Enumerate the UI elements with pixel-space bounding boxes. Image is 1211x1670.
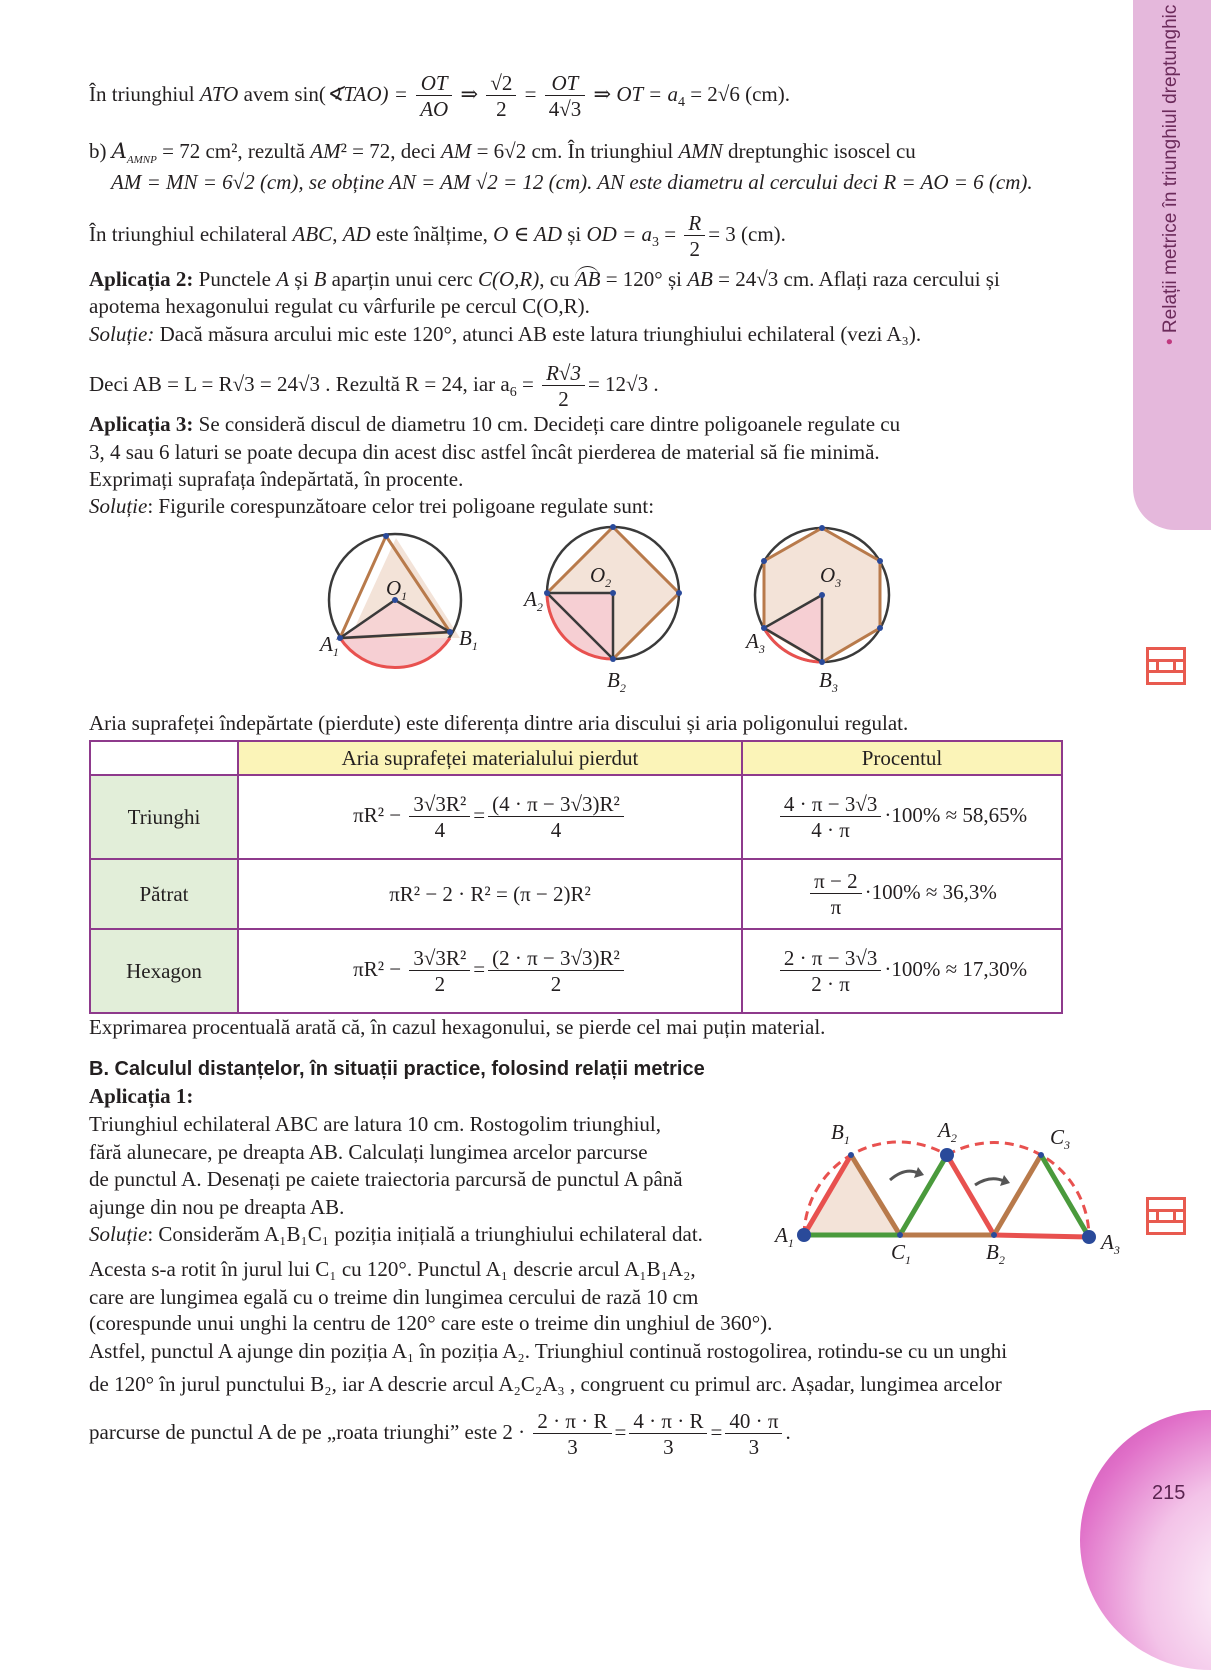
text-line: Aplicația 3: Se consideră discul de diametru 10 cm. Decideți care dintre poligoanele regulate cu [89, 412, 901, 436]
label-b1: $B_1$ [459, 626, 478, 654]
label-a2: $A_2$ [524, 587, 543, 615]
table-row: Pătrat πR² − 2 · R² = (π − 2)R² $\frac{\pi - 2}{\pi}$ ·100% ≈ 36,3% [90, 859, 1062, 929]
text-line: 3, 4 sau 6 laturi se poate decupa din acest disc astfel încât pierderea de material să fie minimă. [89, 440, 880, 464]
text-line: Soluție: Figurile corespunzătoare celor trei poligoane regulate sunt: [89, 494, 655, 518]
label-a1: $A_1$ [320, 632, 339, 660]
label-a3: $A_3$ [1101, 1230, 1120, 1258]
page-corner-decoration [1080, 1410, 1211, 1670]
text-line: de 120° în jurul punctului B₂, iar A descrie arcul A₂C₂A₃ , congruent cu primul arc. Așadar, lungimea arcelor [89, 1372, 1002, 1396]
label-b1: $B_1$ [831, 1120, 850, 1148]
text-line: de punctul A. Desenați pe caiete traiectoria parcursă de punctul A până [89, 1167, 683, 1191]
text-line: Exprimarea procentuală arată că, în cazul hexagonului, se pierde cel mai puțin material. [89, 1015, 826, 1039]
label-a1: $A_1$ [775, 1223, 794, 1251]
video-icon[interactable] [1146, 647, 1186, 685]
text-line: Aplicația 2: Punctele A și B aparțin unui cerc C(O,R), cu AB = 120° și AB = 24√3 cm. Aflați raza cercului și [89, 267, 1000, 291]
page-number: 215 [1152, 1482, 1186, 1504]
section-title: B. Calculul distanțelor, în situații practice, folosind relații metrice [89, 1058, 705, 1080]
text-line: Aplicația 1: [89, 1084, 194, 1108]
text-line: apotema hexagonului regulat cu vârfurile pe cercul C(O,R). [89, 294, 590, 318]
label-c1: $C_1$ [891, 1240, 912, 1268]
text-line: În triunghiul ATO avem sin(∢TAO) = $\frac{OT}{AO}$ ⇒ $\frac{√2}{2}$ = $\frac{OT}{4√3}$ ⇒ OT = $a_4 = 2√6$ (cm). [89, 71, 790, 121]
table-row: Triunghi πR² − $\frac{\text{3√3R²}}{4}$ = $\frac{\text{(4 · π − 3√3)R²}}{4}$ $\frac{4 \cdot \pi - 3√3}{4 \cdot \pi}$ ·100% ≈ 58,65% [90, 775, 1062, 859]
text-line: fără alunecare, pe dreapta AB. Calculați lungimea arcelor parcurse [89, 1140, 648, 1164]
text-line: Aria suprafeței îndepărtate (pierdute) este diferența dintre aria discului și aria poligonului regulat. [89, 711, 909, 735]
label-b3: $B_3$ [819, 668, 838, 696]
text-line: Acesta s-a rotit în jurul lui C₁ cu 120°. Punctul A₁ descrie arcul A₁B₁A₂, [89, 1257, 696, 1281]
table-header: Procentul [742, 741, 1062, 775]
chapter-title: • Relații metrice în triunghiul dreptunghic [1160, 4, 1181, 345]
label-b2: $B_2$ [986, 1240, 1005, 1268]
text-line: AM = MN = 6√2 (cm), se obține AN = AM √2 = 12 (cm). AN este diametru al cercului deci R = AO = 6 (cm). [111, 170, 1033, 194]
text-line: care are lungimea egală cu o treime din lungimea cercului de rază 10 cm [89, 1285, 699, 1309]
label-c3: $C_3$ [1050, 1125, 1071, 1153]
label-b2: $B_2$ [607, 668, 626, 696]
label-o2: $O_2$ [590, 563, 612, 591]
text-line: (corespunde unui unghi la centru de 120° care este o treime din unghiul de 360°). [89, 1311, 773, 1335]
text-line: În triunghiul echilateral ABC, AD este înălțime, O ∈ AD și OD = $a_3$ = $\frac{R}{2}$ = 3 (cm). [89, 211, 786, 261]
text-line: Deci AB = L = R√3 = 24√3 . Rezultă R = 24, iar $a_6$ = $\frac{R√3}{2}$ = 12√3 . [89, 361, 659, 411]
label-o3: $O_3$ [820, 563, 842, 591]
label-a2: $A_2$ [938, 1118, 957, 1146]
loss-table [89, 740, 1063, 1014]
text-line: ajunge din nou pe dreapta AB. [89, 1195, 345, 1219]
table-header [90, 741, 238, 775]
text-line: parcurse de punctul A de pe „roata triunghi” este 2 · $\frac{2 \cdot \pi \cdot R}{3}$ = $\frac{4 \cdot \pi \cdot R}{3}$ = $\frac{40 \cdot \pi}{3}$ . [89, 1409, 791, 1459]
video-icon[interactable] [1146, 1197, 1186, 1235]
text-line: Astfel, punctul A ajunge din poziția A₁ în poziția A₂. Triunghiul continuă rostogolirea, rotindu-se cu un unghi [89, 1339, 1008, 1363]
table-header: Aria suprafeței materialului pierdut [238, 741, 742, 775]
label-o1: $O_1$ [386, 576, 408, 604]
label-a3: $A_3$ [746, 629, 765, 657]
text-line: Triunghiul echilateral ABC are latura 10 cm. Rostogolim triunghiul, [89, 1112, 661, 1136]
hexagon-figure [755, 525, 889, 665]
text-line: Soluție: Considerăm A₁B₁C₁ poziția inițială a triunghiului echilateral dat. [89, 1222, 703, 1246]
square-figure [544, 524, 682, 662]
text-line: b) $A_{AMNP} = 72$ cm², rezultă AM² = 72, deci AM = 6√2 cm. În triunghiul AMN dreptunghic isoscel cu [89, 139, 916, 167]
table-row: Hexagon πR² − $\frac{\text{3√3R²}}{2}$ = $\frac{\text{(2 · π − 3√3)R²}}{2}$ $\frac{2 \cdot \pi - 3√3}{2 \cdot \pi}$ ·100% ≈ 17,30% [90, 929, 1062, 1013]
text-line: Soluție: Dacă măsura arcului mic este 120°, atunci AB este latura triunghiului echilateral (vezi A₃). [89, 322, 922, 346]
text-line: Exprimați suprafața îndepărtată, în procente. [89, 467, 464, 491]
